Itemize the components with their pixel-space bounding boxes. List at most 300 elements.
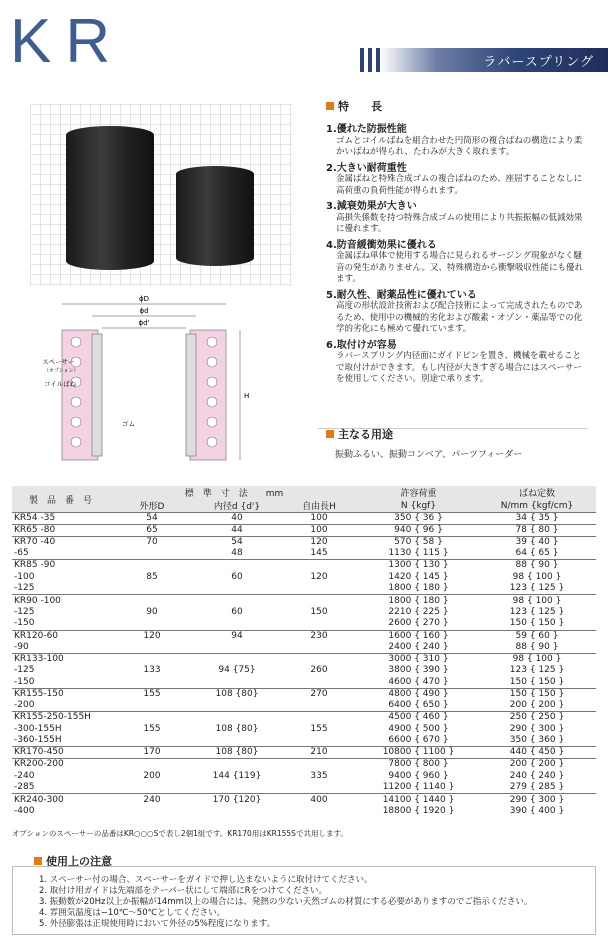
cell-load: 1800 { 180 } xyxy=(359,595,478,607)
cell-d: 54 xyxy=(195,537,279,549)
square-bullet-icon xyxy=(326,430,334,438)
caution-item: 4. 雰囲気温度は−10℃〜50℃としてください。 xyxy=(39,908,226,918)
cell-load: 2400 { 240 } xyxy=(388,641,449,652)
cell-p: KR170-450 xyxy=(12,747,109,759)
rate-n: 98 xyxy=(512,595,525,606)
cell-d xyxy=(195,653,279,665)
rate-kgf: 360 xyxy=(538,735,556,746)
cell-rate: 123 { 125 } xyxy=(509,665,565,676)
cell-rate: 98 { 100 } xyxy=(512,571,562,582)
cell-H xyxy=(279,653,359,665)
rate-kgf: 150 xyxy=(538,676,556,687)
cell-d xyxy=(195,712,279,724)
feature-title: 6.取付けが容易 xyxy=(326,339,397,351)
cell-p: -100 xyxy=(14,571,35,582)
cell-load: 2210 { 225 } xyxy=(388,606,449,617)
load-kgf: 160 xyxy=(422,630,440,641)
cell-D xyxy=(109,677,195,689)
cell-load: 4600 { 470 } xyxy=(388,676,449,687)
cell-load: 7800 { 800 } xyxy=(359,759,478,771)
cell-D: 120 xyxy=(109,630,195,642)
cell-load: 3000 { 310 } xyxy=(359,653,478,665)
cell-H: 335 xyxy=(310,770,328,781)
th-H: 自由長H xyxy=(279,499,359,513)
feature-desc: 金属ばね単体で使用する場合に見られるサージング現象がなく騒音の発生がありません。又、特殊構造から衝撃吸収性能にも優れます。 xyxy=(336,251,584,284)
cell-d: 44 xyxy=(195,525,279,537)
rate-n: 88 xyxy=(515,560,527,571)
load-kgf: 1100 xyxy=(422,747,446,758)
cell-d: 108 {80} xyxy=(215,723,259,734)
load-kgf: 960 xyxy=(422,770,440,781)
cell-d xyxy=(195,595,279,607)
cell-D: 70 xyxy=(109,537,195,549)
cell-p: KR85 -90 xyxy=(12,560,109,572)
cell-rate: 88 { 90 } xyxy=(478,560,596,572)
table-row xyxy=(12,642,596,654)
cell-p: KR133-100 xyxy=(12,653,109,665)
rate-n: 98 xyxy=(512,571,525,582)
cell-rate: 390 { 400 } xyxy=(509,805,565,816)
cell-D: 170 xyxy=(109,747,195,759)
cell-d: 108 {80} xyxy=(195,688,279,700)
cross-section-drawing xyxy=(40,290,270,470)
cell-D xyxy=(109,595,195,607)
load-n: 2600 xyxy=(388,618,412,629)
rate-n: 150 xyxy=(509,676,527,687)
table-row xyxy=(12,572,596,584)
table-row xyxy=(12,794,596,806)
rate-n: 123 xyxy=(509,606,527,617)
rate-n: 64 xyxy=(515,548,527,559)
rate-kgf: 450 xyxy=(538,747,556,758)
cell-load: 940 { 96 } xyxy=(359,525,478,537)
load-n: 9400 xyxy=(388,770,412,781)
cell-d: 170 {120} xyxy=(195,794,279,806)
cell-p: -240 xyxy=(14,770,35,781)
cell-p: -150 xyxy=(14,676,35,687)
cell-d xyxy=(195,759,279,771)
cell-p: -200 xyxy=(14,700,35,711)
rate-kgf: 125 xyxy=(538,606,556,617)
feature-title: 2.大きい耐荷重性 xyxy=(326,162,407,174)
left-spacer xyxy=(92,334,102,456)
load-kgf: 490 xyxy=(422,689,440,700)
rate-n: 123 xyxy=(509,665,527,676)
rate-n: 34 xyxy=(515,513,527,523)
label-D: ϕD xyxy=(138,295,150,303)
table-row xyxy=(12,688,596,700)
cell-load: 570 { 58 } xyxy=(359,537,478,549)
table-row xyxy=(12,525,596,537)
load-kgf: 1140 xyxy=(422,782,446,793)
spec-table xyxy=(12,486,596,817)
cell-rate: 279 { 285 } xyxy=(509,782,565,793)
cell-d: 144 {119} xyxy=(212,770,262,781)
rate-n: 350 xyxy=(509,735,527,746)
cell-d xyxy=(195,782,279,794)
cell-D xyxy=(109,583,195,595)
cell-p: -65 xyxy=(14,548,29,559)
cell-rate: 64 { 65 } xyxy=(515,548,559,559)
rate-n: 440 xyxy=(509,747,527,758)
cell-H xyxy=(279,642,359,654)
table-row xyxy=(12,618,596,630)
cell-D: 200 xyxy=(143,770,161,781)
load-n: 14100 xyxy=(382,794,412,805)
cell-H xyxy=(279,700,359,712)
load-n: 2400 xyxy=(388,641,412,652)
load-kgf: 270 xyxy=(422,618,440,629)
table-row xyxy=(12,548,596,560)
cell-rate: 290 { 300 } xyxy=(478,794,596,806)
load-n: 4600 xyxy=(388,676,412,687)
cell-p: -360-155H xyxy=(14,735,62,746)
header-bar xyxy=(380,48,608,72)
load-n: 940 xyxy=(394,525,412,535)
cell-rate: 98 { 100 } xyxy=(478,595,596,607)
cell-H: 230 xyxy=(279,630,359,642)
rate-n: 240 xyxy=(509,770,527,781)
cell-rate: 39 { 40 } xyxy=(478,537,596,549)
cell-D: 155 xyxy=(109,688,195,700)
rate-n: 123 xyxy=(509,583,527,594)
cell-H: 145 xyxy=(310,548,328,559)
rate-n: 390 xyxy=(509,805,527,816)
load-n: 6400 xyxy=(388,700,412,711)
uses-heading: 主なる用途 xyxy=(326,426,393,442)
cell-load: 6400 { 650 } xyxy=(388,700,449,711)
cell-p: KR70 -40 xyxy=(12,537,109,549)
cell-H xyxy=(279,618,359,630)
cell-d xyxy=(195,560,279,572)
rate-kgf: 65 xyxy=(538,548,550,559)
table-row xyxy=(12,700,596,712)
load-kgf: 310 xyxy=(422,653,440,664)
th-load-unit: N {kgf} xyxy=(359,499,478,513)
cell-load: 1130 { 115 } xyxy=(388,548,449,559)
cell-rate: 350 { 360 } xyxy=(509,735,565,746)
rate-n: 290 xyxy=(509,723,527,734)
cell-H xyxy=(279,595,359,607)
cell-load: 4800 { 490 } xyxy=(359,688,478,700)
label-H: H xyxy=(244,392,250,400)
cell-H: 100 xyxy=(279,513,359,525)
cell-load: 350 { 36 } xyxy=(359,513,478,525)
load-n: 4500 xyxy=(388,712,412,723)
header-subtitle: ラバースプリング xyxy=(483,55,594,70)
caution-item: 2. 取付け用ガイドは先端部をテーパー状にして端部にRをつけてください。 xyxy=(39,886,328,896)
rate-n: 88 xyxy=(515,641,527,652)
label-coil: コイルばね xyxy=(44,380,77,388)
rate-n: 59 xyxy=(515,630,527,641)
load-n: 1300 xyxy=(388,560,412,571)
caution-box xyxy=(12,866,596,935)
product-photo xyxy=(30,104,292,286)
cell-load: 10800 { 1100 } xyxy=(359,747,478,759)
load-n: 11200 xyxy=(382,782,412,793)
load-n: 1800 xyxy=(388,595,412,606)
cell-rate: 200 { 200 } xyxy=(509,700,565,711)
product-title: KR xyxy=(10,7,125,76)
rate-kgf: 200 xyxy=(538,700,556,711)
load-kgf: 130 xyxy=(422,560,440,571)
cell-d: 108 {80} xyxy=(195,747,279,759)
cell-rate: 78 { 80 } xyxy=(478,525,596,537)
rate-n: 279 xyxy=(509,782,527,793)
cell-H xyxy=(279,782,359,794)
feature-title: 5.耐久性、耐薬品性に優れている xyxy=(326,289,477,301)
cell-d xyxy=(195,642,279,654)
load-n: 4800 xyxy=(388,689,412,700)
load-n: 1420 xyxy=(388,571,412,582)
cell-H: 120 xyxy=(310,571,328,582)
cell-load: 1420 { 145 } xyxy=(388,571,449,582)
cell-d: 40 xyxy=(195,513,279,525)
cell-H xyxy=(279,806,359,818)
cell-p: -300-155H xyxy=(14,723,62,734)
load-n: 570 xyxy=(394,537,412,548)
load-kgf: 115 xyxy=(422,548,440,559)
cell-H: 210 xyxy=(279,747,359,759)
cell-D xyxy=(109,712,195,724)
cell-d: 48 xyxy=(231,548,243,559)
rate-kgf: 100 xyxy=(535,653,553,664)
cell-load: 4900 { 500 } xyxy=(388,723,449,734)
label-rubber: ゴム xyxy=(122,420,135,428)
cell-H xyxy=(279,735,359,747)
load-kgf: 650 xyxy=(422,700,440,711)
cell-load: 1800 { 180 } xyxy=(388,583,449,594)
table-row xyxy=(12,782,596,794)
table-row xyxy=(12,630,596,642)
rate-kgf: 150 xyxy=(538,689,556,700)
cell-H xyxy=(279,677,359,689)
cell-load: 11200 { 1140 } xyxy=(382,782,455,793)
load-n: 1600 xyxy=(388,630,412,641)
load-kgf: 225 xyxy=(422,606,440,617)
th-d: 内径d {d'} xyxy=(195,499,279,513)
table-row xyxy=(12,537,596,549)
right-spacer xyxy=(186,334,196,456)
load-kgf: 670 xyxy=(422,735,440,746)
feature-desc: 金属ばねと特殊合成ゴムの複合ばねのため、座屈することなしに高荷重の負荷性能が得られます。 xyxy=(336,174,583,196)
rate-n: 39 xyxy=(515,537,527,548)
load-kgf: 1440 xyxy=(422,794,446,805)
th-load: 許容荷重 xyxy=(359,486,478,499)
rate-kgf: 60 xyxy=(538,630,550,641)
cell-p: -150 xyxy=(14,618,35,629)
cell-p: -285 xyxy=(14,782,35,793)
uses-text: 振動ふるい、振動コンベア、パーツフィーダー xyxy=(335,450,523,460)
cell-H: 260 xyxy=(310,665,328,676)
load-n: 3000 xyxy=(388,653,412,664)
th-rate: ばね定数 xyxy=(478,486,596,499)
table-row xyxy=(12,653,596,665)
label-d: ϕd xyxy=(139,307,149,315)
cell-d xyxy=(195,618,279,630)
cell-D xyxy=(109,806,195,818)
feature-desc: 高度の形状設計技術および配合技術によって完成されたものであるため、使用中の機械的劣化および酸素・オゾン・薬品等での化学的劣化にも極めて優れています。 xyxy=(336,301,583,334)
load-n: 10800 xyxy=(382,747,412,758)
rate-kgf: 285 xyxy=(538,782,556,793)
cell-rate: 440 { 450 } xyxy=(478,747,596,759)
cell-D xyxy=(109,618,195,630)
cell-d xyxy=(195,735,279,747)
cell-D: 240 xyxy=(109,794,195,806)
cell-H: 155 xyxy=(310,723,328,734)
cell-load: 2600 { 270 } xyxy=(388,618,449,629)
label-d2: ϕd' xyxy=(138,319,150,327)
caution-item: 3. 振動数が20Hz以上か振幅が14mm以上の場合には、発熱の少ない天然ゴムの材質にする必要がありますのでご指示ください。 xyxy=(39,897,533,907)
rate-n: 200 xyxy=(509,700,527,711)
cell-H: 150 xyxy=(310,606,328,617)
load-kgf: 145 xyxy=(422,571,440,582)
cell-rate: 34 { 35 } xyxy=(478,513,596,525)
table-row xyxy=(12,665,596,677)
table-row xyxy=(12,677,596,689)
load-kgf: 460 xyxy=(422,712,440,723)
cell-load: 18800 { 1920 } xyxy=(382,805,455,816)
rate-kgf: 125 xyxy=(538,665,556,676)
cell-D xyxy=(109,653,195,665)
rate-n: 290 xyxy=(509,794,527,805)
table-row xyxy=(12,583,596,595)
caution-item: 1. スペーサー付の場合、スペーサーをガイドで押し込まないように取付けてください。 xyxy=(39,875,373,885)
cell-load: 14100 { 1440 } xyxy=(359,794,478,806)
cell-load: 9400 { 960 } xyxy=(388,770,449,781)
rate-kgf: 90 xyxy=(538,641,550,652)
square-bullet-icon xyxy=(326,102,334,110)
load-n: 7800 xyxy=(388,759,412,770)
load-kgf: 36 xyxy=(422,513,435,523)
load-n: 1130 xyxy=(388,548,412,559)
square-bullet-icon xyxy=(34,857,42,865)
cell-H xyxy=(279,759,359,771)
cell-D xyxy=(109,700,195,712)
cell-load: 1300 { 130 } xyxy=(359,560,478,572)
cell-p: KR240-300 xyxy=(12,794,109,806)
cell-p: KR90 -100 xyxy=(12,595,109,607)
cell-H xyxy=(279,583,359,595)
cell-rate: 59 { 60 } xyxy=(478,630,596,642)
table-row xyxy=(12,771,596,783)
load-n: 2210 xyxy=(388,606,412,617)
cell-p: KR155-150 xyxy=(12,688,109,700)
feature-desc: ゴムとコイルばねを組合わせた円筒形の複合ばねの構造により柔かいばねが得られ、たわみが大きく取れます。 xyxy=(336,135,583,157)
load-kgf: 240 xyxy=(422,641,440,652)
cell-d: 94 {75} xyxy=(218,665,256,676)
cell-rate: 123 { 125 } xyxy=(509,583,565,594)
cell-D: 54 xyxy=(109,513,195,525)
rate-n: 250 xyxy=(509,712,527,723)
small-cylinder xyxy=(176,166,254,266)
cell-d: 60 xyxy=(231,571,243,582)
rate-kgf: 100 xyxy=(535,571,553,582)
table-row xyxy=(12,712,596,724)
rate-kgf: 35 xyxy=(538,513,550,523)
cell-rate: 250 { 250 } xyxy=(478,712,596,724)
cell-H: 400 xyxy=(279,794,359,806)
table-row xyxy=(12,724,596,736)
cell-rate: 123 { 125 } xyxy=(509,606,565,617)
load-kgf: 1920 xyxy=(422,805,446,816)
cell-H: 100 xyxy=(279,525,359,537)
cell-p: KR200-200 xyxy=(12,759,109,771)
rate-n: 150 xyxy=(509,689,527,700)
rate-n: 78 xyxy=(515,525,527,535)
table-row xyxy=(12,747,596,759)
rate-kgf: 80 xyxy=(538,525,550,535)
cell-D xyxy=(109,548,195,560)
cell-rate: 88 { 90 } xyxy=(515,641,559,652)
cell-D: 133 xyxy=(143,665,161,676)
cell-D: 90 xyxy=(146,606,158,617)
table-row xyxy=(12,513,596,525)
cell-D xyxy=(109,560,195,572)
rate-kgf: 300 xyxy=(538,723,556,734)
th-part: 製 品 番 号 xyxy=(12,486,109,513)
table-row xyxy=(12,735,596,747)
cell-p: -400 xyxy=(14,805,35,816)
load-kgf: 180 xyxy=(422,595,440,606)
load-kgf: 470 xyxy=(422,676,440,687)
cell-load: 1600 { 160 } xyxy=(359,630,478,642)
feature-title: 3.減衰効果が大きい xyxy=(326,201,417,212)
rate-kgf: 40 xyxy=(538,537,550,548)
feature-desc: 高損失係数を持つ特殊合成ゴムの使用により共振振幅の低減効果に優れます。 xyxy=(336,212,583,234)
cell-d xyxy=(195,583,279,595)
cell-d xyxy=(195,806,279,818)
cell-H xyxy=(279,712,359,724)
load-kgf: 500 xyxy=(422,723,440,734)
cell-D: 85 xyxy=(146,571,158,582)
table-row xyxy=(12,595,596,607)
th-std: 標 準 寸 法 mm xyxy=(109,486,359,499)
cell-load: 6600 { 670 } xyxy=(388,735,449,746)
cell-H xyxy=(279,560,359,572)
rate-kgf: 240 xyxy=(538,770,556,781)
th-D: 外形D xyxy=(109,499,195,513)
caution-heading: 使用上の注意 xyxy=(34,853,112,869)
rate-kgf: 90 xyxy=(538,560,550,571)
cell-D xyxy=(109,642,195,654)
load-n: 350 xyxy=(394,513,412,523)
table-row xyxy=(12,607,596,619)
cell-d: 94 xyxy=(195,630,279,642)
caution-item: 5. 外径膨張は正規使用時において外径の5%程度になります。 xyxy=(39,919,276,929)
load-n: 3800 xyxy=(388,665,412,676)
load-kgf: 390 xyxy=(422,665,440,676)
cell-p: -125 xyxy=(14,583,35,594)
rate-kgf: 300 xyxy=(538,794,556,805)
cell-H: 270 xyxy=(279,688,359,700)
table-row xyxy=(12,759,596,771)
load-n: 6600 xyxy=(388,735,412,746)
cell-rate: 150 { 150 } xyxy=(509,676,565,687)
cell-rate: 200 { 200 } xyxy=(478,759,596,771)
rate-kgf: 150 xyxy=(538,618,556,629)
cell-p: -125 xyxy=(14,665,35,676)
load-kgf: 58 xyxy=(422,537,435,548)
feature-desc: ラバースプリング内径面にガイドピンを置き、機械を載せることで取付けができます。もし内径が大きすぎる場合にはスペーサーを使用してください。別途で承ります。 xyxy=(336,351,582,384)
features-heading: 特 長 xyxy=(326,98,382,114)
large-cylinder xyxy=(66,126,154,270)
label-spacer: スペーサー xyxy=(42,358,75,366)
rate-kgf: 100 xyxy=(535,595,553,606)
cell-d xyxy=(195,677,279,689)
cell-p: KR54 -35 xyxy=(12,513,109,525)
load-n: 4900 xyxy=(388,723,412,734)
